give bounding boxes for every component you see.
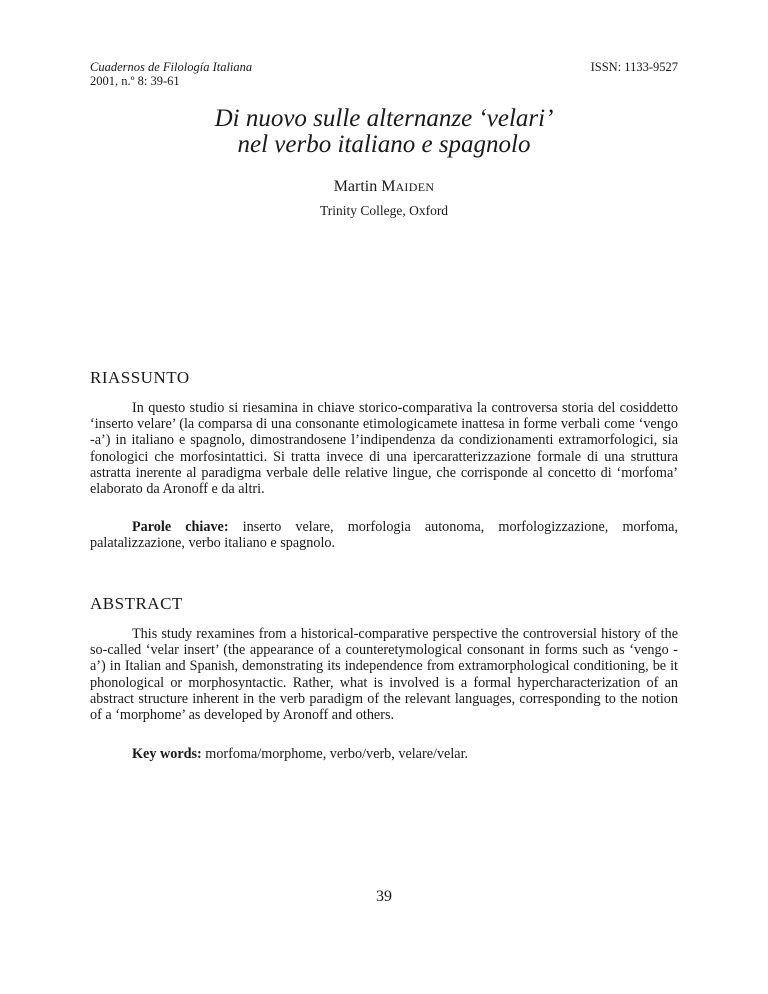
author-first-name: Martin	[333, 178, 378, 195]
abstract-text: This study rexamines from a historical-comparative perspective the controversial history of the so-called ‘velar insert’ (the appearance of a counteretymological consonant in forms such as ‘vengo -a’) in Italian and Spanish, demonstrating its independence from extramorphological conditioning, be it phonological or morphosyntactic. Rather, what is involved is a formal hypercharacterization of an abstract structure inherent in the verb paradigm of the relevant languages, corresponding to the notion of a ‘morphome’ as developed by Aronoff and others.	[90, 626, 678, 724]
title-line-1: Di nuovo sulle alternanze ‘velari’	[214, 105, 554, 132]
title-line-2: nel verbo italiano e spagnolo	[237, 131, 531, 158]
author-surname-rest: AIDEN	[395, 180, 435, 194]
riassunto-keywords	[90, 519, 678, 551]
journal-header	[90, 60, 252, 88]
issue-info: 2001, n.º 8: 39-61	[90, 74, 180, 88]
riassunto-text: In questo studio si riesamina in chiave storico-comparativa la controversa storia del cosiddetto ‘inserto velare’ (la comparsa di una consonante etimologicamete inattesa in forme verbali come ‘vengo -a’) in italiano e spagnolo, dimostrandosene l’indipendenza da condizionamenti extramorfologici, sia fonologici che morfosintattici. Si tratta invece di una ipercaratterizzazione formale di una struttura astratta inerente al paradigma verbale delle relative lingue, che corrisponde al concetto di ‘morfoma’ elaborato da Aronoff e da altri.	[90, 400, 678, 498]
author-surname-initial: M	[381, 178, 396, 195]
paper-title	[90, 106, 678, 158]
abstract-keywords-text: morfoma/morphome, verbo/verb, velare/velar.	[205, 746, 469, 762]
issn: ISSN: 1133-9527	[590, 60, 678, 74]
riassunto-keywords-text: inserto velare, morfologia autonoma, morfologizzazione, morfoma, palatalizzazione, verbo italiano e spagnolo.	[90, 519, 678, 552]
author-affiliation: Trinity College, Oxford	[319, 203, 449, 218]
abstract-heading: ABSTRACT	[90, 594, 183, 613]
riassunto-keywords-label: Parole chiave:	[132, 519, 229, 535]
abstract-keywords	[90, 746, 678, 762]
page-number: 39	[376, 888, 392, 905]
abstract-keywords-label: Key words:	[132, 746, 202, 762]
riassunto-heading: RIASSUNTO	[90, 368, 190, 387]
author-surname	[381, 178, 434, 195]
journal-title: Cuadernos de Filología Italiana	[90, 60, 253, 74]
author-name	[90, 178, 678, 196]
